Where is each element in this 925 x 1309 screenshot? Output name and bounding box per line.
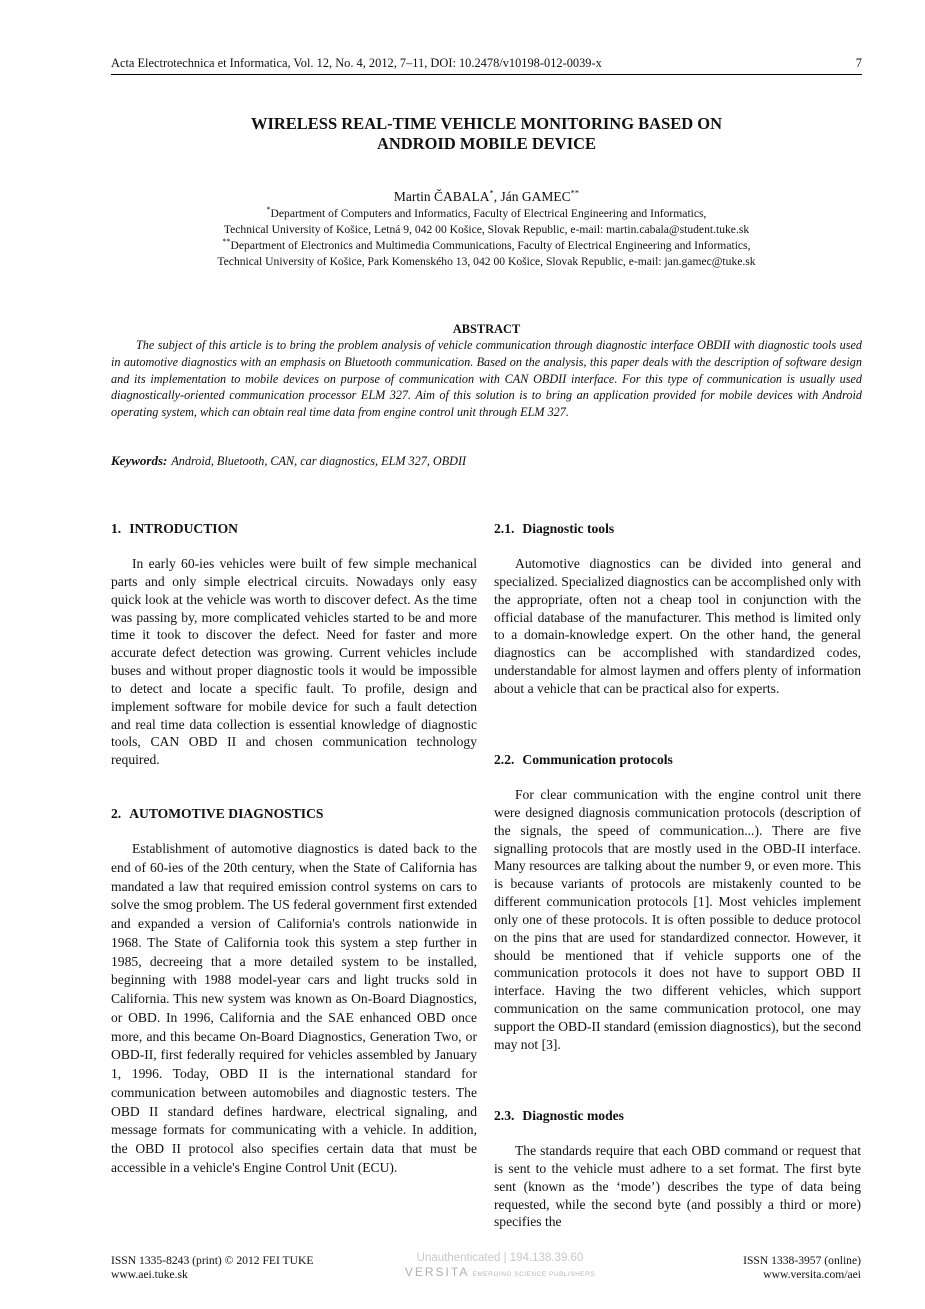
- section-2-1-paragraph: Automotive diagnostics can be divided into general and specialized. Specialized diagnostics can be accomplished only with the appropriate, often not a cheap tool in conjunction with the official database of the manufacturer. This method is limited only to a domain-knowledge expert. On the other hand, the general diagnostics can be accomplished with standardized codes, understandable for almost laymen and offers plenty of information about a vehicle that can be practical also for experts.: [494, 556, 861, 696]
- keywords-label: Keywords:: [111, 453, 168, 468]
- section-2-number: 2.: [111, 806, 122, 821]
- section-1-title: INTRODUCTION: [129, 521, 238, 536]
- author-1: Martin ČABALA: [393, 189, 490, 204]
- footer-right: [743, 1254, 861, 1282]
- author-line: [111, 188, 862, 206]
- running-head: [111, 55, 862, 71]
- section-2-3-body: [494, 1142, 861, 1231]
- affiliation-1-text: Department of Computers and Informatics, Faculty of Electrical Engineering and Informatics,: [270, 207, 707, 220]
- affiliation-2-text: Department of Electronics and Multimedia Communications, Faculty of Electrical Engineering and Informatics,: [230, 239, 751, 252]
- section-2-3-title: Diagnostic modes: [522, 1108, 624, 1123]
- section-2-2-number: 2.2.: [494, 752, 515, 767]
- section-2-paragraph: Establishment of automotive diagnostics is dated back to the end of 60-ies of the 20th century, when the State of California has mandated a law that required emission control systems on cars to solve the smog problem. The US federal government first extended and expanded a version of California's controls nationwide in 1968. The State of California took this system a step further in 1985, decreeing that a more detailed system to be installed, beginning with 1988 model-year cars and light trucks sold in California. This new system was known as On-Board Diagnostics, or OBD. In 1996, California and the SAE enhanced OBD once more, and this became On-Board Diagnostics, Generation Two, or OBD-II, first federally required for vehicles assembled by January 1, 1996. Today, OBD II is the international standard for communication between automobiles and diagnostic testers. The OBD II standard defines hardware, electrical signaling, and message formats for communicating with a vehicle. In addition, the OBD II protocol also specifies certain data that must be accessible in a vehicle's Engine Control Unit (ECU).: [111, 841, 477, 1175]
- page-number: 7: [855, 56, 862, 70]
- journal-citation: Acta Electrotechnica et Informatica, Vol. 12, No. 4, 2012, 7–11, DOI: 10.2478/v10198-012-0039-x: [111, 56, 602, 70]
- section-2-2-title: Communication protocols: [522, 752, 673, 767]
- watermark-logo: [370, 1265, 630, 1282]
- section-1-heading: [111, 520, 477, 538]
- section-2-1-number: 2.1.: [494, 521, 515, 536]
- issn-online: ISSN 1338-3957 (online): [743, 1254, 861, 1267]
- author-separator: ,: [493, 189, 501, 204]
- affiliation-2-line-2: Technical University of Košice, Park Komenského 13, 042 00 Košice, Slovak Republic, e-mail: jan.gamec@tuke.sk: [217, 255, 756, 268]
- abstract-body: [111, 337, 862, 421]
- section-2-2-paragraph: For clear communication with the engine control unit there were designed diagnosis communication protocols (description of the signals, the speed of communication...). There are five signalling protocols that are mostly used in the OBD-II interface. Many resources are talking about the number 9, or even more. This is because variants of protocols are mistakenly counted to be different communication protocols [1]. Most vehicles implement only one of these protocols. It is often possible to deduce protocol on the pins that are used for standardized connector. However, it should be mentioned that if vehicle supports one of the communication protocols it does not have to support OBD II interface. Having the two different vehicles, which support communication on the same communication protocol, one may support the OBD-II standard (emission diagnostics), but the second may not [3].: [494, 787, 861, 1052]
- footer-left: [111, 1254, 313, 1282]
- section-2-1-heading: [494, 520, 861, 538]
- section-1-paragraph: In early 60-ies vehicles were built of few simple mechanical parts and only simple electrical circuits. Nowadays only easy quick look at the vehicle was worth to discover defect. As the time was passing by, more complicated vehicles started to be and more time it took to discover the defect. Need for faster and more accurate defect detection was growing. Current vehicles include buses and without proper diagnostic tools it would be impossible to detect and locate a specific fault. To profile, design and implement software for mobile device for such a fault detection and real time data collection is essential knowledge of diagnostic tools, CAN OBD II and chosen communication technology required.: [111, 556, 477, 768]
- affiliation-1-line-1: [111, 206, 862, 222]
- section-2-heading: [111, 805, 477, 823]
- title-line-2: ANDROID MOBILE DEVICE: [376, 134, 597, 153]
- keywords: [111, 452, 862, 470]
- section-2-3-paragraph: The standards require that each OBD command or request that is sent to the vehicle must adhere to a set format. The first byte sent (known as the ‘mode’) describes the type of data being requested, while the second byte (and possibly a third or more) specifies the: [494, 1143, 861, 1230]
- section-2-1-body: [494, 555, 861, 698]
- download-watermark: [370, 1251, 630, 1282]
- publisher-website-link[interactable]: www.versita.com/aei: [763, 1268, 861, 1281]
- paper-title: [111, 114, 862, 154]
- section-2-3-number: 2.3.: [494, 1108, 515, 1123]
- journal-website-link[interactable]: www.aei.tuke.sk: [111, 1268, 188, 1281]
- author-1-mark: *: [489, 187, 494, 198]
- affiliation-1-mark: *: [266, 205, 271, 215]
- section-1-body: [111, 555, 477, 769]
- versita-logo: VERSITA: [404, 1265, 470, 1279]
- section-2-2-body: [494, 786, 861, 1054]
- abstract-heading: ABSTRACT: [452, 322, 521, 336]
- section-2-2-heading: [494, 751, 861, 769]
- affiliation-1-line-2: Technical University of Košice, Letná 9, 042 00 Košice, Slovak Republic, e-mail: martin.cabala@student.tuke.sk: [223, 223, 750, 236]
- issn-print: ISSN 1335-8243 (print) © 2012 FEI TUKE: [111, 1254, 314, 1267]
- versita-tagline: EMERGING SCIENCE PUBLISHERS: [472, 1271, 596, 1278]
- abstract-text: The subject of this article is to bring the problem analysis of vehicle communication through diagnostic interface OBDII with diagnostic tools used in automotive diagnostics with an emphasis on Bluetooth communication. Based on the analysis, this paper deals with the description of software design and its implementation to mobile devices on purpose of communication with CAN OBDII interface. For this type of communication is usually used diagnostically-oriented communication processor ELM 327. Aim of this solution is to bring an application provided for mobile devices with Android operating system, which can obtain real time data from engine control unit through ELM 327.: [111, 338, 862, 420]
- affiliation-2-line-1: [111, 238, 862, 254]
- header-rule: [111, 74, 862, 75]
- section-2-title: AUTOMOTIVE DIAGNOSTICS: [129, 806, 324, 821]
- watermark-ip: Unauthenticated | 194.138.39.60: [416, 1252, 584, 1264]
- title-line-1: WIRELESS REAL-TIME VEHICLE MONITORING BASED ON: [250, 114, 723, 133]
- author-2: Ján GAMEC: [500, 189, 571, 204]
- section-2-body: [111, 840, 477, 1178]
- section-1-number: 1.: [111, 521, 122, 536]
- affiliations: [111, 206, 862, 270]
- keywords-value: Android, Bluetooth, CAN, car diagnostics, ELM 327, OBDII: [171, 454, 467, 468]
- section-2-3-heading: [494, 1107, 861, 1125]
- section-2-1-title: Diagnostic tools: [522, 521, 615, 536]
- author-2-mark: **: [570, 187, 580, 198]
- affiliation-2-mark: **: [222, 237, 231, 247]
